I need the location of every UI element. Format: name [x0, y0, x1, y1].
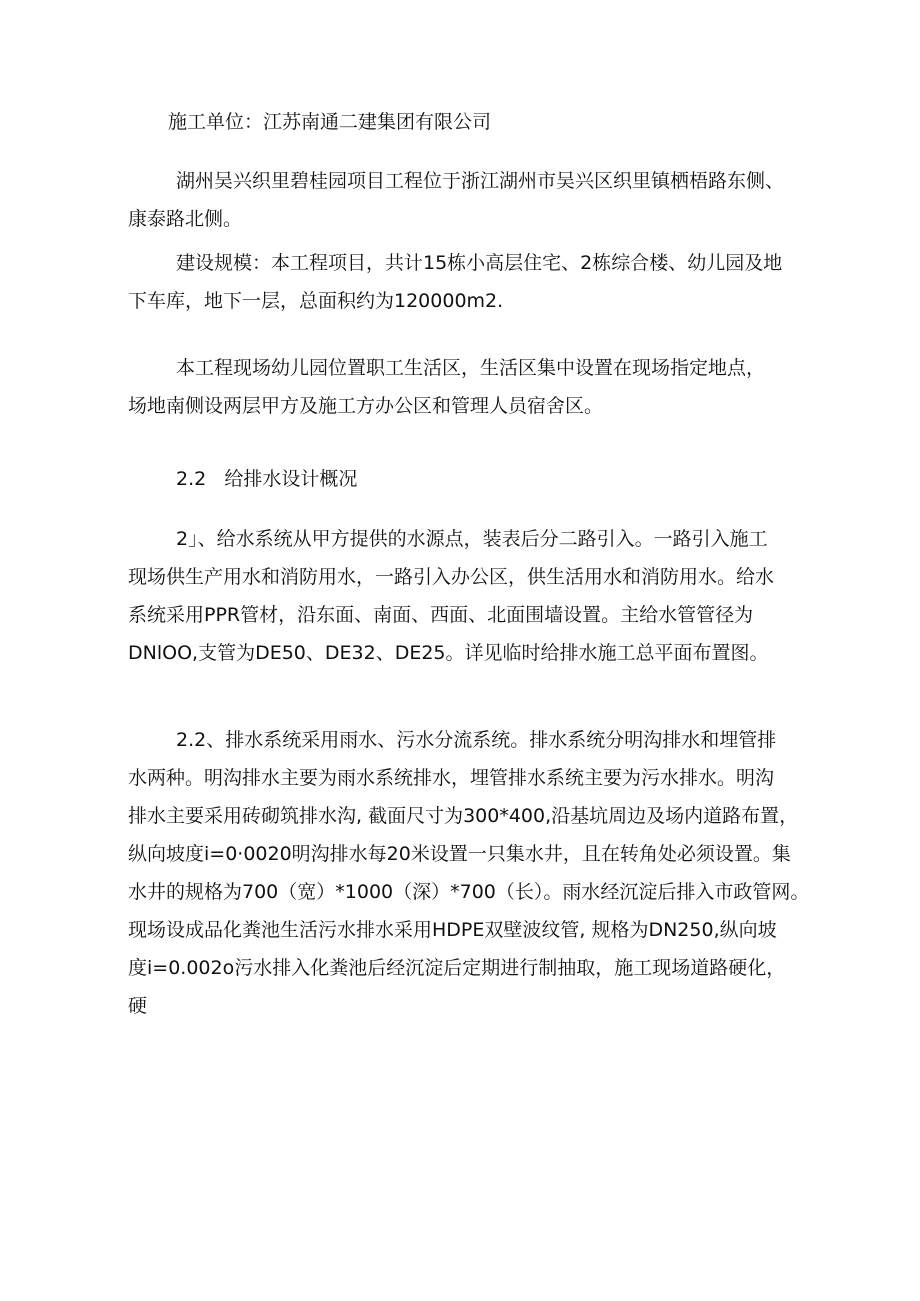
- text-line: 现场设成品化粪池生活污水排水采用HDPE双壁波纹管, 规格为DN250,纵向坡: [128, 919, 777, 941]
- text-line: 建设规模：本工程项目，共计15栋小高层住宅、2栋综合楼、幼儿园及地: [176, 252, 783, 274]
- drainage-paragraph: [128, 721, 808, 1025]
- text-line: 2.2、排水系统采用雨水、污水分流系统。排水系统分明沟排水和埋管排: [176, 729, 777, 751]
- text-line: 度i=0.002o污水排入化粪池后经沉淀后定期进行制抽取，施工现场道路硬化，: [128, 957, 786, 979]
- text-line: 纵向坡度i=0·0020明沟排水每20米设置一只集水井，且在转角处必须设置。集: [128, 843, 791, 865]
- text-line: 排水主要采用砖砌筑排水沟, 截面尺寸为300*400,沿基坑周边及场内道路布置，: [128, 805, 799, 827]
- text-line: 康泰路北侧。: [128, 208, 243, 230]
- text-line: DNlOO,支管为DE50、DE32、DE25。详见临时给排水施工总平面布置图。: [128, 642, 769, 664]
- text-line: 硬: [128, 995, 148, 1017]
- water-supply-paragraph: [128, 520, 808, 672]
- text-line: 现场供生产用水和消防用水，一路引入办公区，供生活用水和消防用水。给水: [128, 566, 775, 588]
- text-line: 场地南侧设两层甲方及施工方办公区和管理人员宿舍区。: [128, 395, 604, 417]
- text-line: 下车库，地下一层，总面积约为120000m2.: [128, 290, 504, 312]
- text-line: 湖州吴兴织里碧桂园项目工程位于浙江湖州市吴兴区织里镇栖梧路东侧、: [176, 170, 785, 192]
- text-line: 水井的规格为700（宽）*1000（深）*700（长）。雨水经沉淀后排入市政管网。: [128, 881, 810, 903]
- construction-scale-paragraph: [128, 244, 808, 320]
- text-line: 本工程现场幼儿园位置职工生活区，生活区集中设置在现场指定地点，: [176, 357, 766, 379]
- text-line: 系统采用PPR管材，沿东面、南面、西面、北面围墙设置。主给水管管径为: [128, 604, 754, 626]
- project-location-paragraph: [128, 162, 808, 238]
- living-area-paragraph: [128, 349, 808, 425]
- construction-unit-text: 施工单位：江苏南通二建集团有限公司: [168, 111, 492, 133]
- text-line: 水两种。明沟排水主要为雨水系统排水，埋管排水系统主要为污水排水。明沟: [128, 767, 775, 789]
- construction-unit-paragraph: [128, 103, 808, 141]
- text-line: 2」、给水系统从甲方提供的水源点，装表后分二路引入。一路引入施工: [176, 528, 768, 550]
- section-heading-text: 2.2 给排水设计概况: [176, 468, 358, 490]
- section-heading: [128, 460, 808, 498]
